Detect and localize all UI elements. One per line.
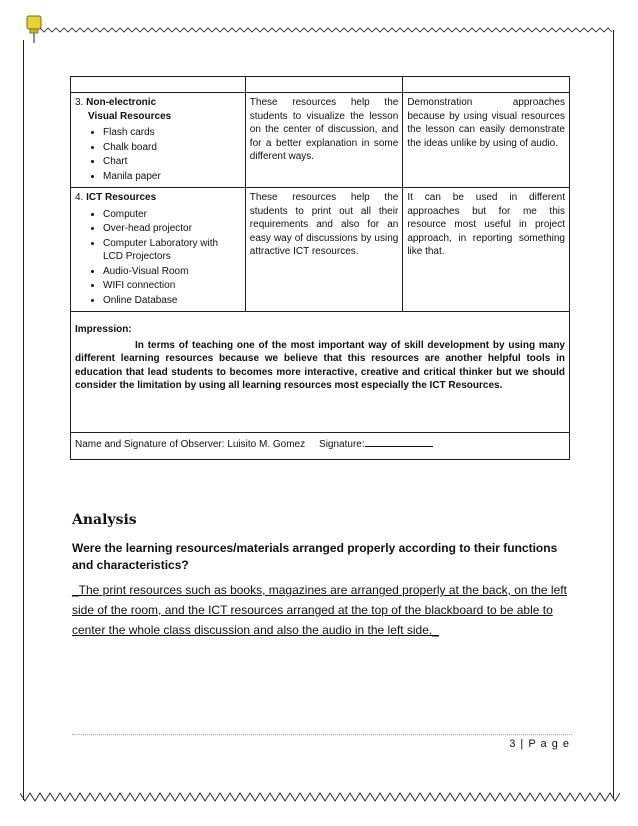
list-item: • Computer (103, 208, 241, 222)
impression-cell (71, 312, 570, 433)
observation-cell: It can be used in different approaches but for me this resource most useful in project approach, in reporting something like that. (403, 188, 570, 312)
analysis-answer: _The print resources such as books, magazines are arranged properly at the back, on the left side of the room, and the ICT resources arranged at the top of the blackboard to be able to center the whole class discussion and also the audio in the left side._ (72, 583, 567, 637)
list-item: • Chalk board (103, 141, 241, 155)
signature-line (365, 436, 433, 447)
analysis-heading: Analysis (72, 512, 137, 528)
list-item: • Audio-Visual Room (103, 265, 241, 279)
right-border-line (613, 30, 614, 798)
list-item: • Manila paper (103, 170, 241, 184)
observer-row (71, 433, 570, 460)
observer-label: Name and Signature of Observer: (75, 439, 225, 450)
row-number: 3. (75, 97, 84, 108)
resource-title: Non-electronic (86, 97, 157, 108)
description-cell: These resources help the students to print out all their requirements and also for an easy way of discussions by using attractive ICT resources. (245, 188, 403, 312)
page-footer (420, 738, 570, 750)
list-item: • Flash cards (103, 126, 241, 140)
list-item: • Chart (103, 155, 241, 169)
resource-cell (71, 188, 246, 312)
bottom-zigzag-border (20, 790, 620, 804)
resource-list (75, 208, 241, 308)
analysis-question: Were the learning resources/materials arranged properly according to their functions and characteristics? (72, 541, 558, 572)
observation-cell: Demonstration approaches because by using visual resources the lesson can easily demonstrate the ideas unlike by using of audio. (403, 93, 570, 188)
table-row (71, 188, 570, 312)
resource-subtitle: Visual Resources (88, 110, 172, 122)
observer-name: Luisito M. Gomez (227, 439, 306, 450)
impression-row (71, 312, 570, 433)
footer-divider (72, 734, 572, 735)
signature-label: Signature: (319, 439, 365, 450)
page-label: P a g e (528, 738, 570, 750)
table-row (71, 77, 570, 93)
observer-cell (71, 433, 570, 460)
description-cell: These resources help the students to visualize the lesson on the center of discussion, and for a better explanation in some different ways. (245, 93, 403, 188)
observation-table (70, 76, 570, 460)
resource-list (75, 126, 241, 183)
impression-title: Impression: (75, 324, 132, 335)
page-separator: | (520, 738, 525, 750)
row-number: 4. (75, 192, 84, 203)
top-zigzag-border (40, 25, 615, 35)
table-row (71, 93, 570, 188)
list-item: • WIFI connection (103, 279, 241, 293)
list-item: • Over-head projector (103, 222, 241, 236)
impression-body: In terms of teaching one of the most important way of skill development by using many different learning resources because we believe that this resources are another helpful tools in education that lead students to becomes more interactive, creative and critical thinker but we should consider the limitation by using all learning resources most especially the ICT Resources. (75, 339, 565, 391)
left-border-line (23, 40, 24, 800)
list-item: • Online Database (103, 294, 241, 308)
page-number: 3 (509, 738, 517, 750)
list-item: • Computer Laboratory with LCD Projectors (103, 237, 241, 264)
resource-cell (71, 93, 246, 188)
resource-title: ICT Resources (86, 192, 157, 203)
